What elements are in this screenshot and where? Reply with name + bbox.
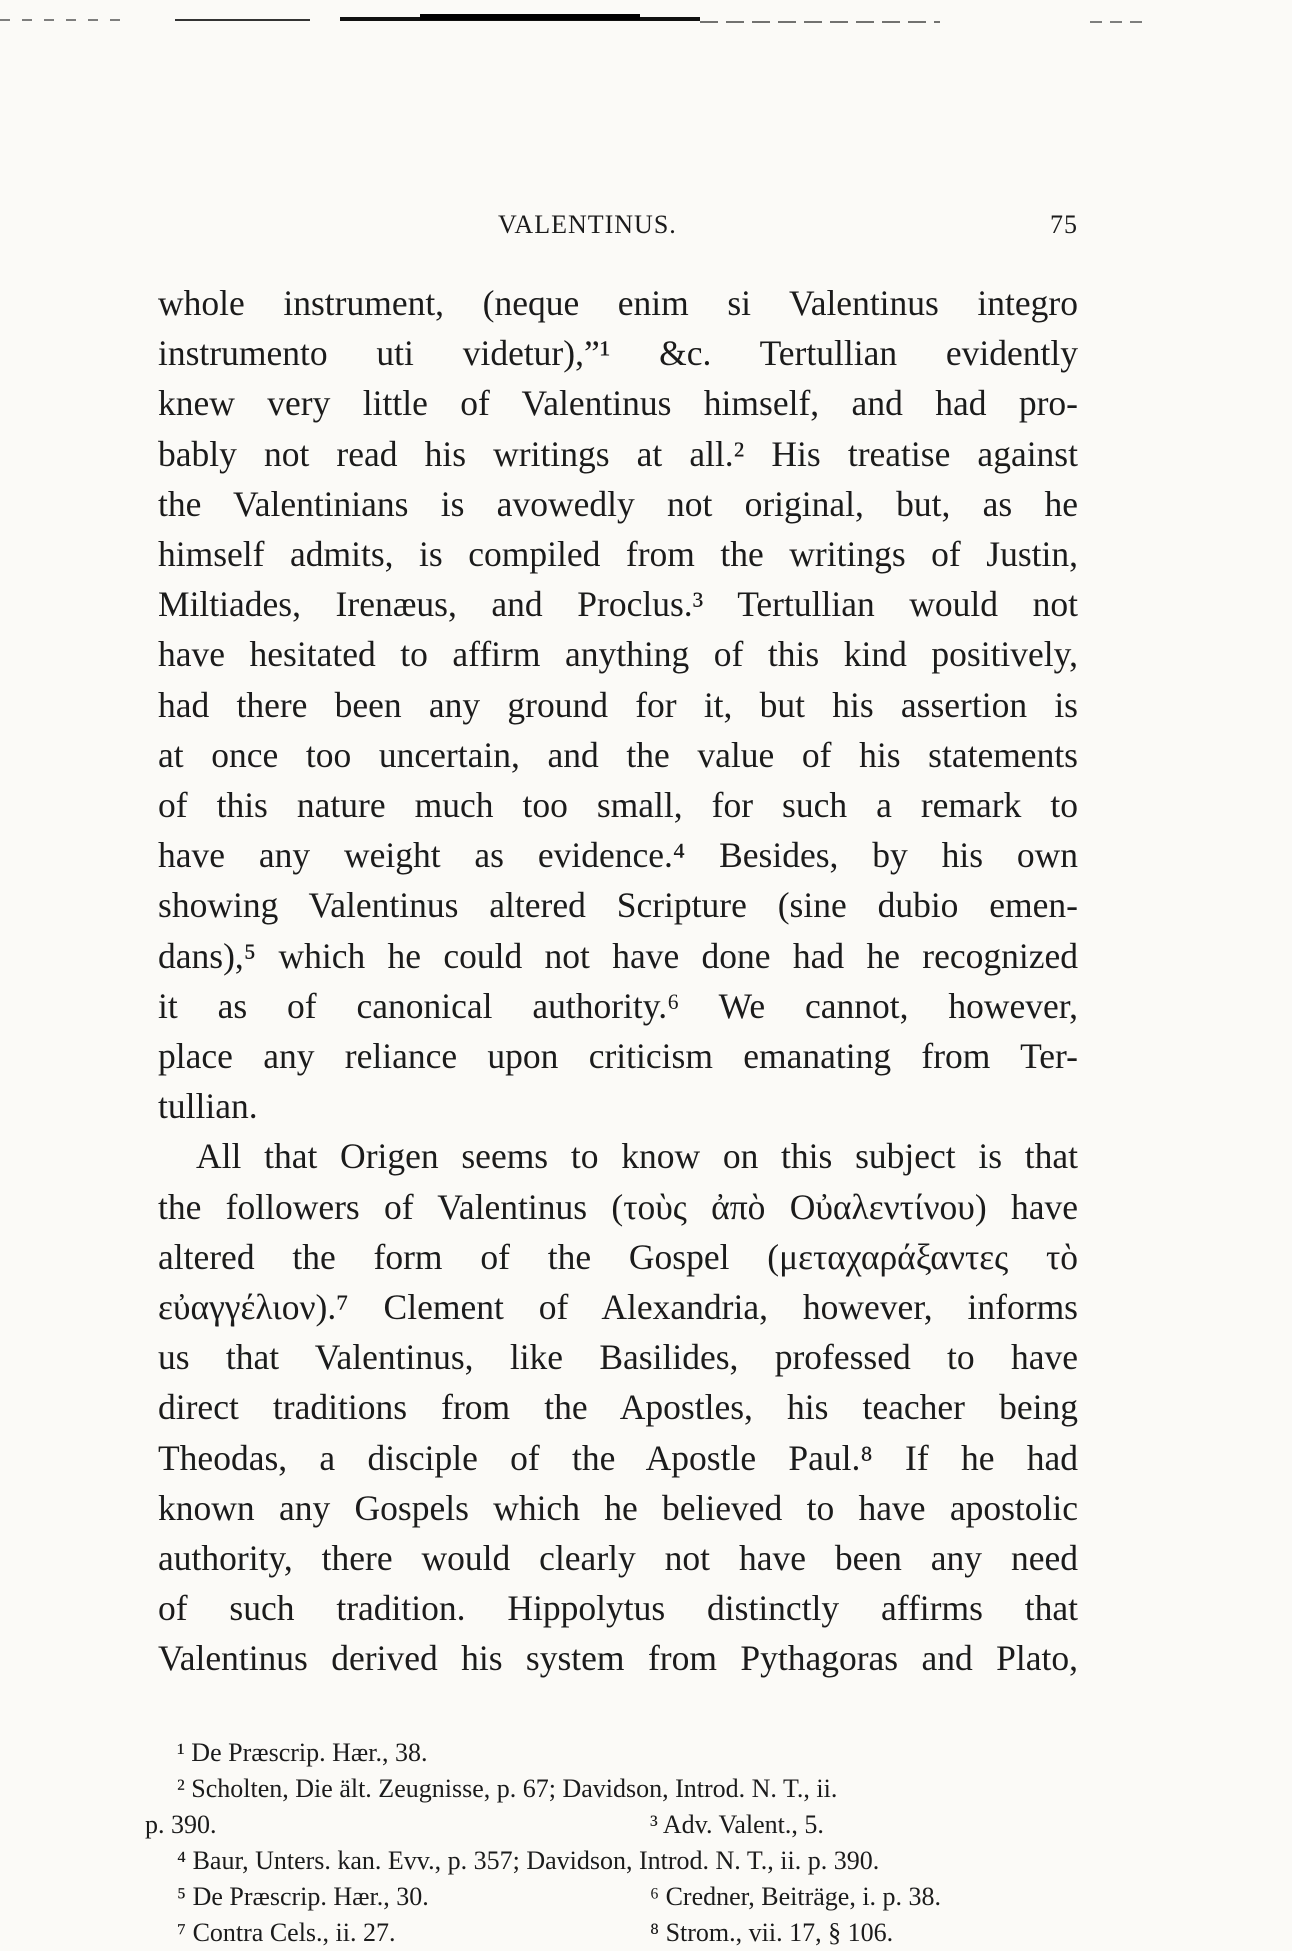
text-line: showing Valentinus altered Scripture (sine dubio emen-: [158, 885, 1078, 926]
footnote-8: ⁸ Strom., vii. 17, § 106.: [650, 1918, 894, 1947]
running-title: VALENTINUS.: [498, 210, 677, 239]
text-line: direct traditions from the Apostles, his teacher being: [158, 1387, 1078, 1428]
text-line: us that Valentinus, like Basilides, professed to have: [158, 1337, 1078, 1378]
footnote-row: [145, 1807, 1080, 1843]
text-line: bably not read his writings at all.² His treatise against: [158, 433, 1078, 474]
text-line: All that Origen seems to know on this subject is that: [196, 1136, 1078, 1177]
footnote-1: ¹ De Præscrip. Hær., 38.: [177, 1738, 428, 1767]
text-line: had there been any ground for it, but his assertion is: [158, 684, 1078, 725]
scan-artifact-rule: [0, 14, 1292, 28]
text-line: authority, there would clearly not have been any need: [158, 1538, 1078, 1579]
text-line: known any Gospels which he believed to have apostolic: [158, 1487, 1078, 1528]
footnotes: [145, 1735, 1080, 1951]
text-line: dans),⁵ which he could not have done had he recognized: [158, 935, 1078, 976]
footnote-3: ³ Adv. Valent., 5.: [650, 1810, 824, 1839]
text-line: εὐαγγέλιον).⁷ Clement of Alexandria, however, informs: [158, 1287, 1078, 1328]
text-line: of this nature much too small, for such a remark to: [158, 785, 1078, 826]
text-line: it as of canonical authority.⁶ We cannot, however,: [158, 985, 1078, 1026]
page-number: 75: [1050, 210, 1078, 239]
text-line: Valentinus derived his system from Pythagoras and Plato,: [158, 1638, 1078, 1679]
text-line: at once too uncertain, and the value of his statements: [158, 734, 1078, 775]
footnote-row: [145, 1915, 1080, 1951]
text-line: altered the form of the Gospel (μεταχαράξαντες τὸ: [158, 1236, 1078, 1277]
text-line: tullian.: [158, 1086, 258, 1127]
text-line: have hesitated to affirm anything of this kind positively,: [158, 634, 1078, 675]
text-line: himself admits, is compiled from the writings of Justin,: [158, 534, 1078, 575]
footnote-2-continued: p. 390.: [145, 1810, 217, 1839]
text-line: place any reliance upon criticism emanating from Ter-: [158, 1036, 1078, 1077]
text-line: of such tradition. Hippolytus distinctly affirms that: [158, 1588, 1078, 1629]
text-line: Miltiades, Irenæus, and Proclus.³ Tertullian would not: [158, 584, 1078, 625]
footnote-2: ² Scholten, Die ält. Zeugnisse, p. 67; Davidson, Introd. N. T., ii.: [177, 1774, 838, 1803]
paragraph-2: [158, 1131, 1078, 1683]
paragraph-1: [158, 278, 1078, 1131]
text-line: knew very little of Valentinus himself, and had pro-: [158, 383, 1078, 424]
footnote-7: ⁷ Contra Cels., ii. 27.: [177, 1918, 396, 1947]
footnote-4: ⁴ Baur, Unters. kan. Evv., p. 357; Davidson, Introd. N. T., ii. p. 390.: [177, 1846, 880, 1875]
text-line: the Valentinians is avowedly not original, but, as he: [158, 483, 1078, 524]
text-line: Theodas, a disciple of the Apostle Paul.⁸ If he had: [158, 1437, 1078, 1478]
body-text: [158, 278, 1078, 1684]
text-line: have any weight as evidence.⁴ Besides, by his own: [158, 835, 1078, 876]
text-line: the followers of Valentinus (τοὺς ἀπὸ Οὐαλεντίνου) have: [158, 1186, 1078, 1227]
text-line: instrumento uti videtur),”¹ &c. Tertullian evidently: [158, 333, 1078, 374]
text-line: whole instrument, (neque enim si Valentinus integro: [158, 283, 1078, 323]
footnote-row: [145, 1879, 1080, 1915]
footnote-5: ⁵ De Præscrip. Hær., 30.: [177, 1882, 429, 1911]
footnote-6: ⁶ Credner, Beiträge, i. p. 38.: [650, 1882, 942, 1911]
